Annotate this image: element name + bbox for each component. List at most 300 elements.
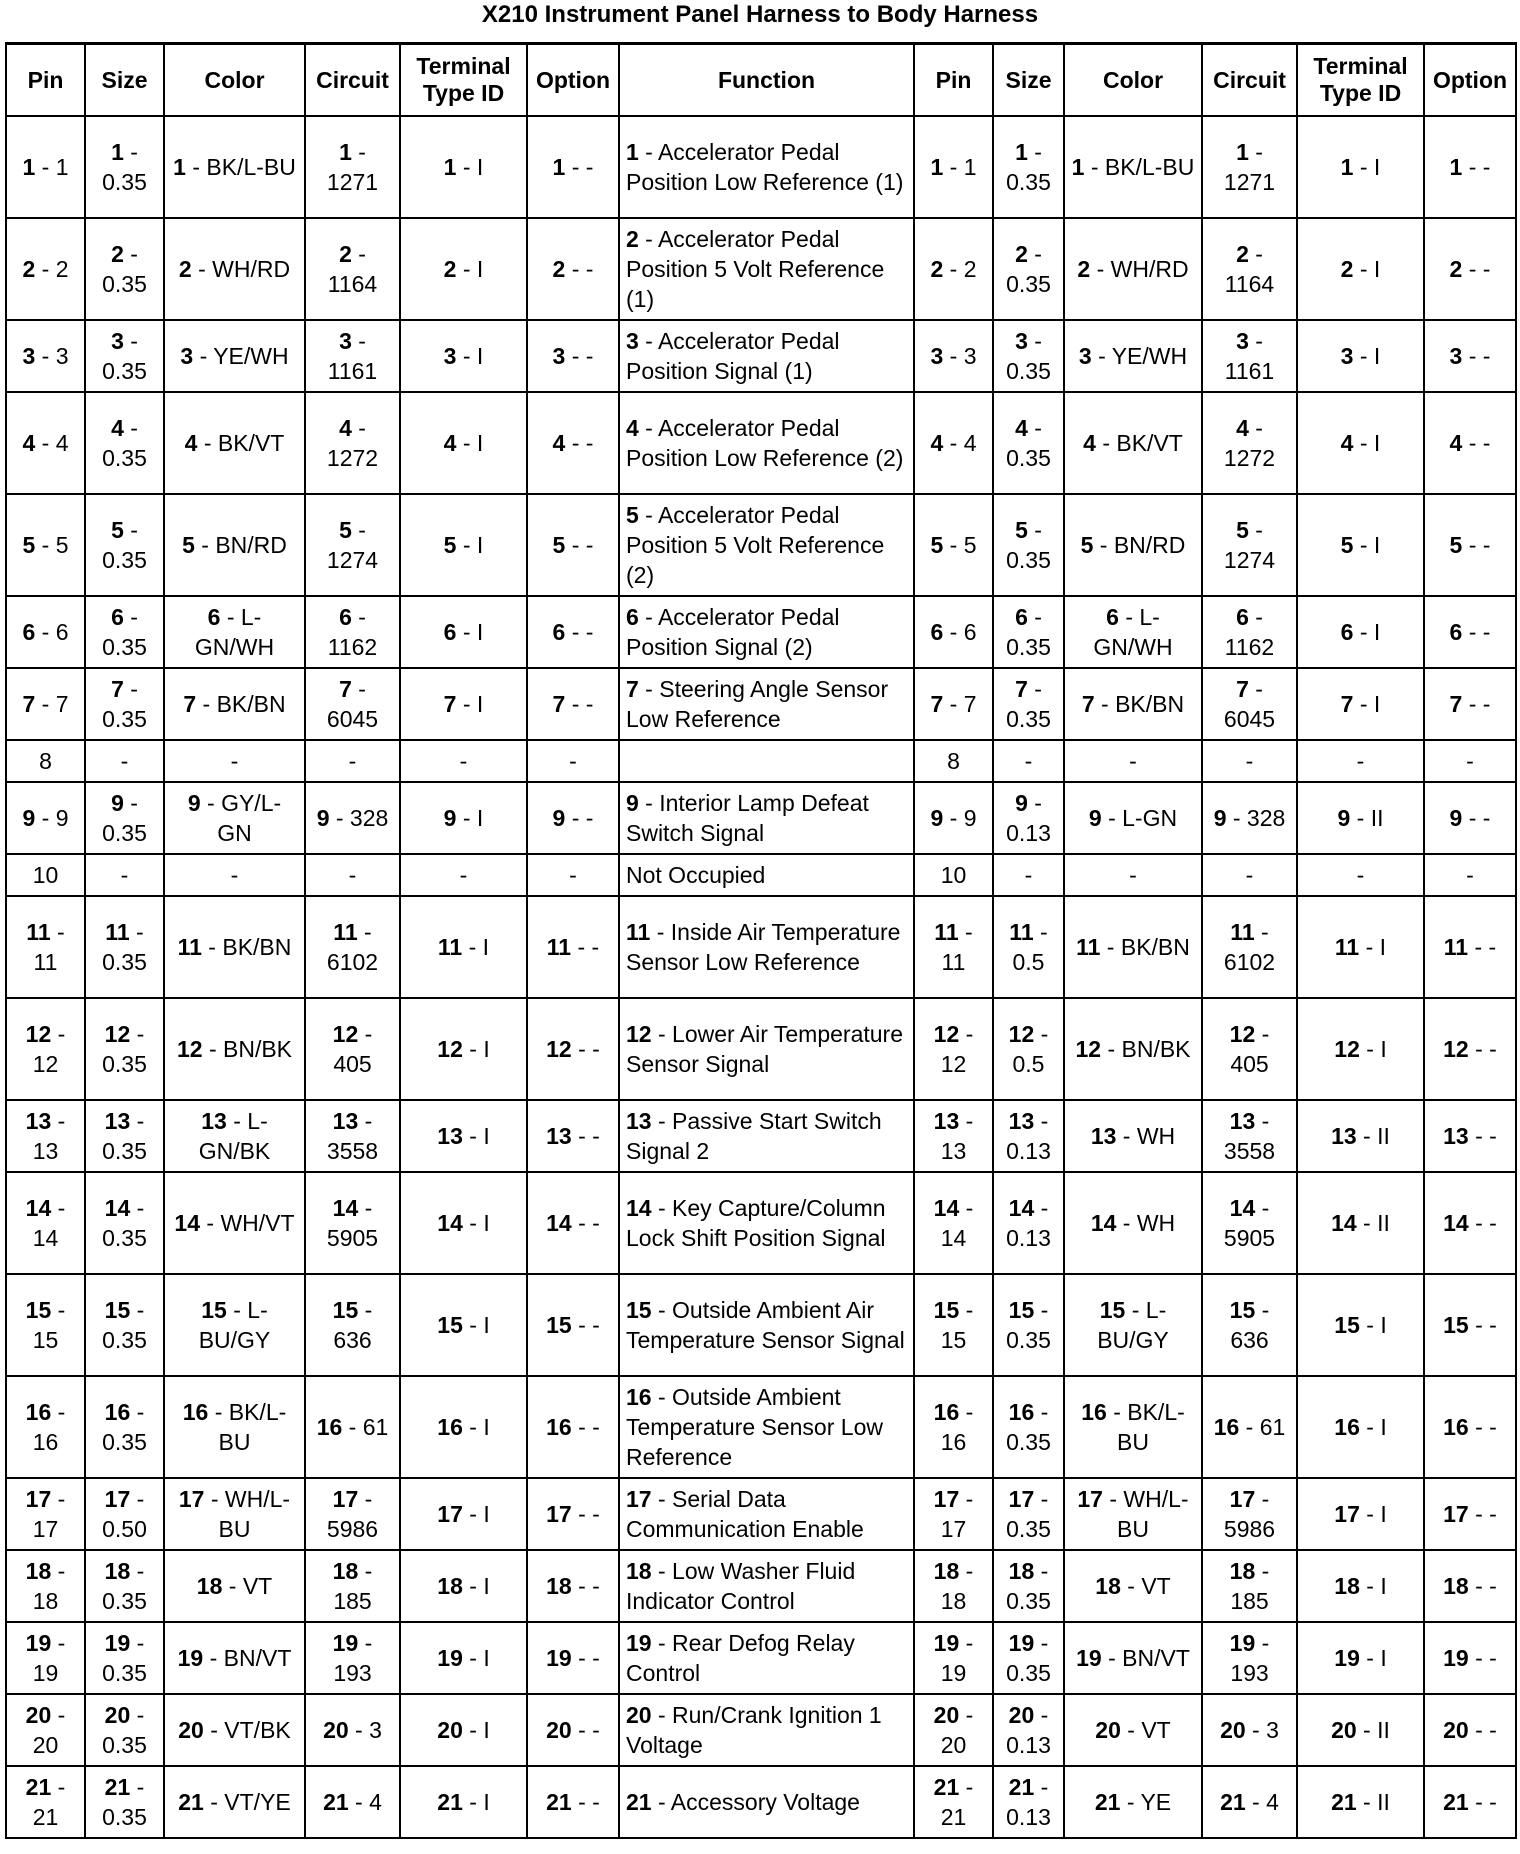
- cell-number: 19: [933, 1630, 960, 1656]
- cell-value: - 1: [943, 154, 977, 180]
- cell-value: - 0.35: [102, 1702, 147, 1758]
- cell-number: 12: [546, 1036, 572, 1062]
- cell-number: 4: [1340, 430, 1354, 456]
- cell-value: - 3: [1245, 1717, 1279, 1743]
- cell-pin-2: [914, 392, 993, 494]
- cell-size: [85, 740, 164, 782]
- cell-pin: [6, 596, 85, 668]
- header-pin: Pin: [6, 44, 85, 117]
- cell-function: [619, 1622, 914, 1694]
- cell-value: - -: [1468, 1789, 1497, 1815]
- cell-value: - I: [456, 532, 484, 558]
- cell-value: - -: [1468, 1717, 1497, 1743]
- cell-circuit-2: [1202, 668, 1297, 740]
- cell-color-2: [1064, 494, 1202, 596]
- cell-circuit: [305, 320, 400, 392]
- cell-circuit: [305, 998, 400, 1100]
- cell-pin: [6, 854, 85, 896]
- cell-circuit-2: [1202, 1172, 1297, 1274]
- cell-number: 18: [1229, 1558, 1256, 1584]
- cell-color: [164, 1550, 305, 1622]
- cell-color: [164, 1274, 305, 1376]
- cell-number: 17: [1229, 1486, 1256, 1512]
- cell-circuit-2: [1202, 218, 1297, 320]
- cell-option-2: [1424, 218, 1516, 320]
- cell-number: 4: [1449, 430, 1463, 456]
- cell-value: - II: [1356, 1717, 1390, 1743]
- cell-circuit-2: [1202, 1694, 1297, 1766]
- cell-number: 18: [546, 1573, 572, 1599]
- cell-value: - 7: [35, 691, 69, 717]
- cell-number: 19: [626, 1630, 652, 1656]
- cell-number: 3: [552, 343, 566, 369]
- cell-size-2: [993, 392, 1064, 494]
- cell-number: 9: [316, 805, 330, 831]
- cell-size: [85, 1376, 164, 1478]
- cell-value: - 193: [1230, 1630, 1270, 1686]
- cell-terminal-type-id-2: [1297, 1376, 1424, 1478]
- table-row: [6, 998, 1516, 1100]
- header-terminal-type-id: Terminal Type ID: [400, 44, 527, 117]
- cell-value: - 1162: [327, 604, 378, 660]
- cell-value: - I: [1353, 691, 1381, 717]
- cell-value: - I: [462, 1123, 490, 1149]
- cell-value: -: [120, 748, 129, 774]
- cell-terminal-type-id-2: [1297, 1550, 1424, 1622]
- cell-size-2: [993, 1622, 1064, 1694]
- cell-value: -: [348, 862, 357, 888]
- cell-circuit: [305, 896, 400, 998]
- cell-terminal-type-id: [400, 1622, 527, 1694]
- cell-number: 20: [1008, 1702, 1035, 1728]
- cell-number: 2: [1449, 256, 1463, 282]
- cell-number: 6: [930, 619, 944, 645]
- cell-number: 13: [546, 1123, 572, 1149]
- cell-value: -: [1356, 748, 1365, 774]
- cell-number: 1: [1449, 154, 1463, 180]
- cell-value: - -: [571, 1789, 600, 1815]
- cell-number: 4: [443, 430, 457, 456]
- cell-value: - 0.13: [1006, 1195, 1051, 1251]
- cell-pin-2: [914, 596, 993, 668]
- cell-value: - Inside Air Temperature Sensor Low Reference: [626, 919, 901, 975]
- cell-number: 21: [323, 1789, 349, 1815]
- cell-number: 2: [1015, 241, 1028, 267]
- cell-number: 11: [26, 919, 51, 945]
- cell-value: - BN/BK: [202, 1036, 293, 1062]
- cell-value: - 1161: [1224, 328, 1275, 384]
- cell-option-2: [1424, 1766, 1516, 1838]
- cell-circuit: [305, 1100, 400, 1172]
- cell-value: - 0.35: [1006, 1399, 1051, 1455]
- cell-value: - I: [1359, 1036, 1387, 1062]
- cell-number: 14: [546, 1210, 572, 1236]
- cell-function: [619, 320, 914, 392]
- cell-option-2: [1424, 1550, 1516, 1622]
- cell-value: - BN/BK: [1101, 1036, 1191, 1062]
- cell-color: [164, 116, 305, 218]
- cell-color: [164, 1694, 305, 1766]
- cell-value: - YE/WH: [1091, 343, 1188, 369]
- cell-circuit-2: [1202, 896, 1297, 998]
- cell-terminal-type-id-2: [1297, 1478, 1424, 1550]
- cell-terminal-type-id: [400, 218, 527, 320]
- cell-color-2: [1064, 1622, 1202, 1694]
- table-row: [6, 1766, 1516, 1838]
- cell-option: [527, 218, 619, 320]
- cell-color: [164, 668, 305, 740]
- cell-circuit-2: [1202, 596, 1297, 668]
- cell-value: - I: [1353, 343, 1381, 369]
- cell-number: 19: [332, 1630, 359, 1656]
- cell-size: [85, 218, 164, 320]
- cell-value: - -: [571, 1414, 600, 1440]
- cell-value: - 0.13: [1006, 1702, 1051, 1758]
- cell-number: 9: [626, 790, 639, 816]
- cell-value: - I: [462, 1717, 490, 1743]
- cell-circuit: [305, 116, 400, 218]
- cell-value: - I: [456, 343, 484, 369]
- cell-number: 1: [22, 154, 36, 180]
- cell-number: 21: [546, 1789, 572, 1815]
- cell-value: - 4: [943, 430, 977, 456]
- cell-pin: [6, 116, 85, 218]
- cell-number: 11: [546, 934, 572, 960]
- cell-number: 9: [111, 790, 124, 816]
- cell-number: 14: [1229, 1195, 1256, 1221]
- cell-number: 6: [552, 619, 566, 645]
- cell-value: -: [230, 862, 239, 888]
- cell-value: - 2: [943, 256, 977, 282]
- cell-value: - YE/WH: [193, 343, 289, 369]
- cell-value: - -: [1468, 1501, 1497, 1527]
- cell-option: [527, 1622, 619, 1694]
- cell-function: [619, 1550, 914, 1622]
- cell-value: - 17: [32, 1486, 66, 1542]
- cell-number: 18: [626, 1558, 652, 1584]
- cell-number: 13: [1008, 1108, 1035, 1134]
- cell-number: 3: [22, 343, 36, 369]
- cell-number: 6: [111, 604, 124, 630]
- cell-number: 4: [339, 415, 352, 441]
- table-row: [6, 896, 1516, 998]
- cell-value: - 4: [348, 1789, 382, 1815]
- cell-value: - -: [1462, 154, 1491, 180]
- cell-value: - 9: [35, 805, 69, 831]
- cell-value: - -: [571, 1210, 600, 1236]
- cell-value: - BK/L-BU: [1106, 1399, 1185, 1455]
- cell-color-2: [1064, 896, 1202, 998]
- cell-value: - -: [1468, 1312, 1497, 1338]
- cell-number: 16: [1213, 1414, 1240, 1440]
- cell-size-2: [993, 1376, 1064, 1478]
- cell-value: - WH/L-BU: [204, 1486, 291, 1542]
- cell-function: [619, 596, 914, 668]
- cell-value: - I: [1353, 532, 1381, 558]
- cell-terminal-type-id-2: [1297, 596, 1424, 668]
- cell-value: - -: [1468, 1645, 1497, 1671]
- cell-number: 7: [930, 691, 944, 717]
- cell-value: - Passive Start Switch Signal 2: [626, 1108, 882, 1164]
- cell-pin-2: [914, 1766, 993, 1838]
- cell-value: - 0.35: [102, 415, 147, 471]
- header-pin-2: Pin: [914, 44, 993, 117]
- cell-value: - I: [1359, 1573, 1387, 1599]
- cell-value: - 0.35: [102, 919, 147, 975]
- cell-terminal-type-id-2: [1297, 854, 1424, 896]
- cell-value: - 0.13: [1006, 1108, 1051, 1164]
- header-function: Function: [619, 44, 914, 117]
- header-color: Color: [164, 44, 305, 117]
- cell-number: 7: [626, 676, 639, 702]
- cell-function: [619, 896, 914, 998]
- cell-pin: [6, 392, 85, 494]
- cell-value: - I: [1353, 619, 1381, 645]
- cell-option: [527, 1766, 619, 1838]
- cell-circuit: [305, 1274, 400, 1376]
- cell-number: 4: [1236, 415, 1249, 441]
- cell-number: 18: [196, 1573, 223, 1599]
- cell-value: -: [459, 748, 468, 774]
- cell-function: [619, 494, 914, 596]
- cell-color-2: [1064, 1100, 1202, 1172]
- cell-number: 4: [184, 430, 198, 456]
- cell-value: - 328: [329, 805, 389, 831]
- cell-value: - 61: [1239, 1414, 1286, 1440]
- cell-terminal-type-id: [400, 782, 527, 854]
- cell-function: [619, 1100, 914, 1172]
- cell-size-2: [993, 1694, 1064, 1766]
- cell-value: - II: [1356, 1789, 1390, 1815]
- cell-number: 7: [339, 676, 352, 702]
- cell-number: 20: [1443, 1717, 1469, 1743]
- cell-value: - 1162: [1224, 604, 1275, 660]
- cell-pin: [6, 1172, 85, 1274]
- cell-value: - I: [462, 1312, 490, 1338]
- cell-value: - 16: [940, 1399, 974, 1455]
- table-row: [6, 854, 1516, 896]
- cell-value: - 0.35: [1006, 1630, 1051, 1686]
- cell-number: 15: [546, 1312, 572, 1338]
- cell-number: 12: [1334, 1036, 1360, 1062]
- cell-option: [527, 116, 619, 218]
- cell-pin-2: [914, 998, 993, 1100]
- cell-number: 6: [339, 604, 352, 630]
- cell-number: 1: [1236, 139, 1249, 165]
- cell-number: 21: [1008, 1774, 1035, 1800]
- cell-option: [527, 854, 619, 896]
- cell-value: - 6102: [1223, 919, 1276, 975]
- cell-number: 2: [22, 256, 36, 282]
- cell-value: - WH/L-BU: [1102, 1486, 1189, 1542]
- cell-number: 2: [443, 256, 457, 282]
- cell-value: - -: [571, 1573, 600, 1599]
- cell-value: - 405: [1230, 1021, 1270, 1077]
- cell-value: - 14: [32, 1195, 66, 1251]
- cell-function: [619, 782, 914, 854]
- header-row: [6, 44, 1516, 117]
- cell-number: 11: [1230, 919, 1255, 945]
- cell-color: [164, 392, 305, 494]
- cell-value: - I: [1359, 934, 1387, 960]
- cell-circuit: [305, 596, 400, 668]
- cell-circuit-2: [1202, 320, 1297, 392]
- cell-terminal-type-id: [400, 668, 527, 740]
- cell-value: - BK/BN: [201, 934, 292, 960]
- cell-value: - -: [571, 1036, 600, 1062]
- cell-number: 15: [25, 1297, 52, 1323]
- table-row: [6, 1550, 1516, 1622]
- cell-value: Not Occupied: [626, 862, 766, 888]
- cell-option-2: [1424, 1694, 1516, 1766]
- cell-number: 19: [1229, 1630, 1256, 1656]
- cell-value: - 0.13: [1006, 790, 1051, 846]
- header-option-2: Option: [1424, 44, 1516, 117]
- table-title: X210 Instrument Panel Harness to Body Harness: [481, 1, 1039, 28]
- cell-terminal-type-id-2: [1297, 218, 1424, 320]
- cell-number: 2: [626, 226, 639, 252]
- cell-value: - 5986: [326, 1486, 379, 1542]
- cell-value: - I: [462, 1573, 490, 1599]
- cell-number: 16: [437, 1414, 463, 1440]
- cell-value: - I: [456, 691, 484, 717]
- cell-value: - -: [1468, 1573, 1497, 1599]
- cell-number: 18: [1443, 1573, 1469, 1599]
- cell-number: 13: [1331, 1123, 1357, 1149]
- cell-function: [619, 218, 914, 320]
- cell-number: 17: [1008, 1486, 1035, 1512]
- cell-size: [85, 1550, 164, 1622]
- cell-value: - 0.35: [102, 139, 147, 195]
- cell-value: - 1164: [327, 241, 378, 297]
- cell-value: - -: [1462, 619, 1491, 645]
- cell-number: 21: [1331, 1789, 1357, 1815]
- cell-number: 11: [437, 934, 463, 960]
- cell-number: 4: [22, 430, 36, 456]
- cell-option: [527, 494, 619, 596]
- cell-color-2: [1064, 998, 1202, 1100]
- cell-terminal-type-id-2: [1297, 998, 1424, 1100]
- cell-number: 16: [1443, 1414, 1469, 1440]
- cell-value: - -: [1462, 430, 1491, 456]
- cell-number: 12: [176, 1036, 203, 1062]
- cell-pin: [6, 1100, 85, 1172]
- cell-value: - -: [571, 934, 600, 960]
- cell-value: - Low Washer Fluid Indicator Control: [626, 1558, 856, 1614]
- cell-value: - -: [565, 343, 594, 369]
- cell-function: [619, 1694, 914, 1766]
- header-color-2: Color: [1064, 44, 1202, 117]
- cell-value: 8: [947, 748, 960, 774]
- cell-value: - Accessory Voltage: [651, 1789, 860, 1815]
- cell-value: - 0.35: [102, 604, 147, 660]
- cell-number: 6: [207, 604, 221, 630]
- cell-number: 3: [1340, 343, 1354, 369]
- cell-number: 16: [1081, 1399, 1107, 1425]
- cell-number: 9: [1015, 790, 1028, 816]
- cell-number: 19: [1334, 1645, 1360, 1671]
- cell-number: 9: [1337, 805, 1351, 831]
- cell-number: 13: [1229, 1108, 1256, 1134]
- cell-value: - 9: [943, 805, 977, 831]
- cell-function: [619, 1172, 914, 1274]
- cell-value: - 0.35: [1006, 328, 1051, 384]
- cell-size: [85, 1766, 164, 1838]
- cell-pin-2: [914, 1100, 993, 1172]
- cell-value: - II: [1350, 805, 1384, 831]
- header-option: Option: [527, 44, 619, 117]
- cell-circuit-2: [1202, 1376, 1297, 1478]
- cell-size-2: [993, 116, 1064, 218]
- cell-value: - 15: [32, 1297, 66, 1353]
- cell-number: 5: [182, 532, 195, 558]
- cell-number: 5: [339, 517, 352, 543]
- cell-value: - I: [1353, 430, 1381, 456]
- cell-value: - 1271: [1223, 139, 1276, 195]
- cell-number: 13: [201, 1108, 227, 1134]
- cell-option-2: [1424, 1478, 1516, 1550]
- cell-size: [85, 320, 164, 392]
- cell-terminal-type-id-2: [1297, 896, 1424, 998]
- cell-number: 9: [443, 805, 457, 831]
- cell-size: [85, 1622, 164, 1694]
- cell-value: - BN/VT: [1101, 1645, 1190, 1671]
- cell-value: - 0.35: [102, 1774, 147, 1830]
- table-row: [6, 740, 1516, 782]
- cell-value: - BN/VT: [203, 1645, 292, 1671]
- cell-option-2: [1424, 392, 1516, 494]
- cell-value: - 15: [940, 1297, 974, 1353]
- cell-pin: [6, 668, 85, 740]
- cell-size-2: [993, 494, 1064, 596]
- cell-circuit: [305, 218, 400, 320]
- cell-value: - 0.35: [102, 1630, 147, 1686]
- cell-option: [527, 1550, 619, 1622]
- cell-value: - GY/L-GN: [200, 790, 282, 846]
- cell-terminal-type-id: [400, 596, 527, 668]
- cell-number: 3: [1078, 343, 1092, 369]
- cell-number: 1: [626, 139, 639, 165]
- cell-value: - 6102: [326, 919, 379, 975]
- cell-pin-2: [914, 218, 993, 320]
- cell-value: - WH/RD: [1090, 256, 1189, 282]
- cell-pin: [6, 998, 85, 1100]
- cell-value: - I: [1359, 1312, 1387, 1338]
- cell-value: -: [1466, 748, 1474, 774]
- cell-color: [164, 1478, 305, 1550]
- cell-option-2: [1424, 596, 1516, 668]
- cell-pin-2: [914, 740, 993, 782]
- cell-value: - 4: [1245, 1789, 1279, 1815]
- cell-color: [164, 782, 305, 854]
- cell-value: - Outside Ambient Air Temperature Sensor Signal: [626, 1297, 905, 1353]
- table-row: [6, 668, 1516, 740]
- cell-value: -: [1245, 748, 1254, 774]
- cell-value: - 0.35: [102, 1558, 147, 1614]
- cell-number: 15: [201, 1297, 227, 1323]
- cell-value: - -: [1468, 1414, 1497, 1440]
- cell-size: [85, 998, 164, 1100]
- cell-number: 14: [1008, 1195, 1035, 1221]
- cell-value: - VT/YE: [203, 1789, 291, 1815]
- cell-value: - Accelerator Pedal Position Signal (2): [626, 604, 840, 660]
- cell-terminal-type-id: [400, 740, 527, 782]
- cell-number: 1: [1071, 154, 1085, 180]
- cell-value: - 185: [333, 1558, 373, 1614]
- cell-value: - 18: [940, 1558, 974, 1614]
- cell-number: 3: [1236, 328, 1249, 354]
- cell-number: 21: [1220, 1789, 1246, 1815]
